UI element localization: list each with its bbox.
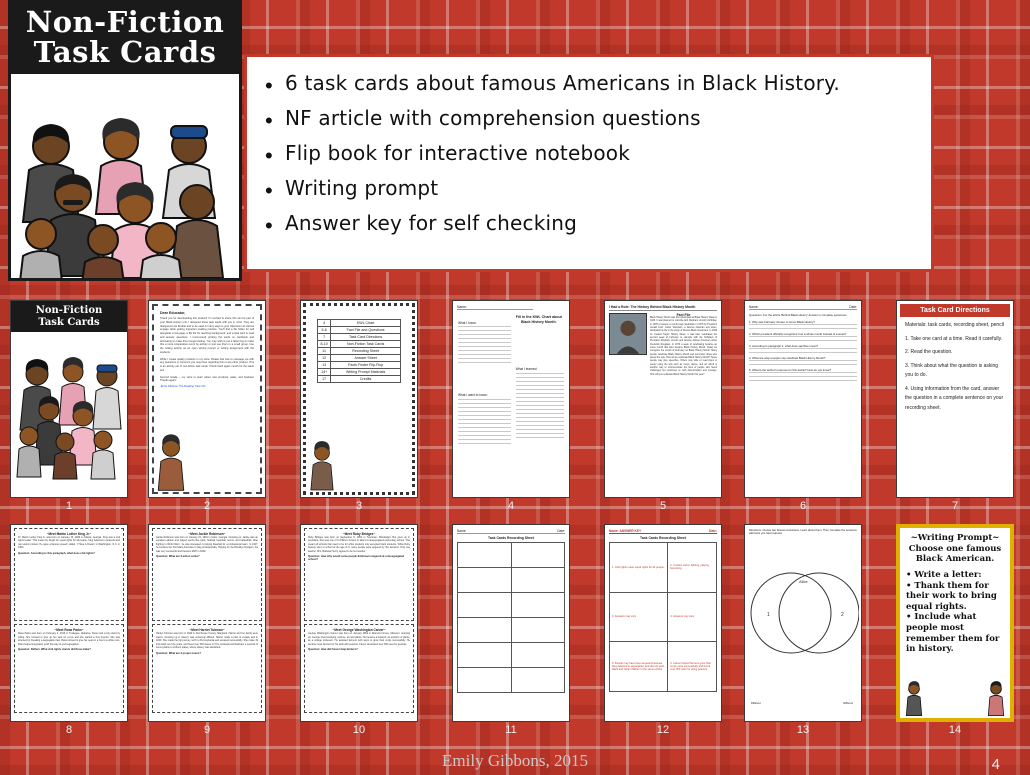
toc-label: Credits: [331, 376, 401, 383]
task-card-title: ~Meet Ruby Bridges~: [342, 532, 376, 536]
slide-footer-credit: Emily Gibbons, 2015: [442, 751, 588, 770]
toc-label: Fact File and Questions: [331, 327, 401, 334]
svg-text:1: 1: [767, 612, 770, 618]
answer-cell: 6. Carver helped farmers grow their crops more successfully and found over 300 uses for using peanuts.: [668, 642, 717, 692]
thumbnail-number-7: 7: [951, 500, 959, 512]
thumbnail-page-7[interactable]: [896, 300, 1014, 498]
table-row: [610, 543, 717, 593]
thumb1-title-line1: Non-Fiction: [35, 305, 103, 316]
task-card: [304, 528, 414, 621]
thumbnail-number-8: 8: [65, 724, 73, 736]
bullet-marker: •: [265, 213, 273, 238]
cover-thumbnail-large: [8, 0, 242, 281]
question-item: 2. Which president officially recognized it as a whole month instead of a week?: [749, 332, 847, 336]
thumbnail-number-5: 5: [659, 500, 667, 512]
task-card-question: Question: How why would some people think been angered at a desegregated school?: [308, 555, 405, 562]
toc-label: Non-Fiction Task Cards: [331, 341, 401, 348]
date-label: Date:: [709, 529, 717, 533]
thumbnail-page-13[interactable]: [744, 524, 862, 722]
prompt-item: • Write a letter:: [906, 569, 982, 580]
thumbnail-page-2[interactable]: [148, 300, 266, 498]
thumbnail-number-13: 13: [796, 724, 810, 736]
directions-step: 4. Using information from the card, answer the question in a complete sentence on your recording sheet.: [905, 385, 1004, 411]
toc-pages: 7: [318, 334, 331, 341]
question-item: 5. What is the author's purpose for this article? How do you know?: [749, 368, 831, 372]
bullet-text: Flip book for interactive notebook: [285, 141, 630, 165]
bullet-text: NF article with comprehension questions: [285, 106, 701, 130]
svg-text:Alike: Alike: [799, 579, 808, 584]
bullet-marker: •: [265, 178, 273, 203]
task-card-title: ~Meet Rosa Parks~: [54, 628, 84, 633]
bullet-text: Writing prompt: [285, 176, 439, 200]
table-row: [458, 593, 565, 618]
directions-step: 1. Take one card at a time. Read it carefully.: [905, 335, 1003, 342]
kwl-heading: Fill in the KWL Chart about Black History Month.: [515, 315, 562, 325]
name-label: Name:: [457, 529, 467, 533]
date-label: Date:: [849, 305, 857, 309]
bullet-marker: •: [265, 143, 273, 168]
toc-pages: 4: [318, 320, 331, 327]
thumbnail-page-8[interactable]: [10, 524, 128, 722]
toc-label: Task Card Directions: [331, 334, 401, 341]
kwl-section-3: What I learned:: [515, 367, 538, 371]
toc-label: Recording Sheet: [331, 348, 401, 355]
thumb1-figures-icon: [11, 332, 128, 482]
table-row: [610, 642, 717, 692]
feature-bullets-panel: [244, 54, 934, 272]
prompt-title-line2: Choose one famous: [908, 543, 1002, 554]
thumbnail-page-9[interactable]: [148, 524, 266, 722]
task-card: [304, 624, 414, 713]
table-row: [458, 668, 565, 693]
answer-cell: 1. Civil rights mean equal rights for all people.: [610, 543, 668, 593]
prompt-title-line3: Black American.: [915, 554, 995, 565]
answer-key-name-label: Name: ANSWER KEY: [609, 529, 642, 533]
answer-cell: 3. Answers may vary.: [610, 592, 668, 642]
task-card: [14, 624, 124, 713]
table-row: [318, 334, 401, 341]
toc-pages: 8-10: [318, 341, 331, 348]
fact-file-body: Black History Month was first celebrated as Black History Week in 1926. It was planned to coincide with Abraham Lincoln's birthday. In 1976 it became a month-long celebration in 1976 by President Gerald Ford. Carter Woodson, a famous historian and writer, dedicated his life to the study of famous Black Americans. In 1926 he created Negro History Week, it was later celebrated the second week of February to coincide with the birthdays of President Abraham Lincoln and famous African American writer Frederick Douglass. In 1976 a week of celebrating became an entire month that later became Black History Month. Today we recognize the month of February as Black History Month. Many people celebrate Black History Month and remember those who paved the way. How do we celebrate Black History Month? Some people may give speeches. Others may write or read plays or poetry using the arts such as music, dance, and art which is another way to commemorate the lives of people who faced challenges but continued on with determination and courage. How will you celebrate Black History Month this year?: [650, 317, 717, 376]
letter-body-2: While I create quality products in my store. Please feel free to message me with any questions or concerns you may have regarding this or any other product. This is an activity set of non-fiction task cards. Check back again month for the latest set!: [160, 357, 254, 372]
task-card-title: ~Meet Harriet Tubman~: [189, 628, 225, 633]
thumbnail-page-5[interactable]: [604, 300, 722, 498]
prompt-title-line1: ~Writing Prompt~: [910, 533, 1000, 543]
table-row: [318, 369, 401, 376]
toc-pages: 14+: [318, 369, 331, 376]
toc-pages: 5-6: [318, 327, 331, 334]
list-item: [265, 176, 921, 202]
thumbnail-number-6: 6: [799, 500, 807, 512]
thumbnail-page-12[interactable]: [604, 524, 722, 722]
table-row: [318, 320, 401, 327]
toc-label: Answer Sheet: [331, 355, 401, 362]
toc-label: Facts Finder Flip-Flop: [331, 362, 401, 369]
question-item: 4. What are ways people may celebrate Black History Month?: [749, 356, 826, 360]
thumbnail-page-6[interactable]: [744, 300, 862, 498]
task-card-question: Question: How did Carver help farmers?: [308, 648, 358, 652]
thumbnail-number-1: 1: [65, 500, 73, 512]
thumbnail-page-11[interactable]: [452, 524, 570, 722]
table-row: [318, 376, 401, 383]
recording-sheet-table: [457, 542, 565, 693]
venn-label-left: Different: [751, 702, 761, 705]
answer-cell: 2. 3 action verbs: fighting, playing, becoming.: [668, 543, 717, 593]
portrait-icon: [610, 314, 646, 354]
thumbnail-page-1[interactable]: [10, 300, 128, 498]
task-card-title: ~Meet Jackie Robinson~: [188, 532, 226, 536]
name-line: [457, 309, 533, 310]
letter-sign-name: -Emily Gibbons, The Reading Tutor-OG: [160, 385, 206, 388]
recording-sheet-heading: Task Cards Recording Sheet: [488, 536, 534, 540]
date-label: Date:: [557, 529, 565, 533]
answer-cell: 4. Answers may vary.: [668, 592, 717, 642]
thumb1-title-line2: Task Cards: [38, 316, 100, 328]
answer-key-heading: Task Cards Recording Sheet: [640, 536, 686, 540]
task-card: [14, 528, 124, 621]
thumbnail-number-11: 11: [505, 724, 517, 736]
venn-instructions: Directions: choose two famous Americans. Learn about them. Then complete the sentence with facts you have learned.: [749, 529, 857, 535]
article-heading: I Had a Role: The History Behind Black History Month: [609, 305, 717, 311]
table-row: [318, 362, 401, 369]
letter-heading: Dear Educator,: [160, 311, 186, 315]
toc-pages: 17: [318, 376, 331, 383]
thumbnail-grid: [0, 292, 1030, 762]
table-row: [458, 543, 565, 568]
task-card: [152, 528, 262, 621]
directions-step: 2. Read the question.: [905, 349, 953, 355]
list-item: [265, 106, 921, 132]
svg-text:2: 2: [841, 612, 844, 618]
bullet-marker: •: [265, 108, 273, 133]
cover-title-line2: Task Cards: [33, 35, 217, 70]
table-row: [318, 327, 401, 334]
article-photo: [609, 313, 647, 355]
list-item: [265, 211, 921, 237]
cover-title-line1: Non-Fiction: [25, 5, 225, 39]
prompt-item: • Include what people most remember them for in history.: [906, 612, 1000, 655]
thumbnail-number-10: 10: [352, 724, 366, 736]
directions-step: 3. Think about what the question is asking you to do.: [905, 362, 999, 378]
table-row: [318, 341, 401, 348]
table-row: [458, 568, 565, 593]
kwl-section-1: What I know:: [458, 321, 477, 325]
venn-diagram: [749, 538, 859, 688]
toc-label: Writing Prompt Materials: [331, 369, 401, 376]
toc-pages: 11: [318, 348, 331, 355]
task-card-body: George Washington Carver was born on January 1864 in Diamond Grove, Missouri. Growing up, George loved studying, science, art and plants. He became a botanist, an explorer of plants, as a college professor. He assisted farmers with ways to grow their crops successfully. He became most famous for his work with peanuts. Carver developed over 300 uses for peanuts.: [308, 632, 410, 646]
table-row: [318, 355, 401, 362]
table-row: [318, 348, 401, 355]
task-card-body: Ruby Bridges was born on September 8, 1954 in Tylertown, Mississippi. But grew up in Louisiana. She was one of 6 children chosen to attend a desegregated elementary school. This meant all schools that used to be for white students only accepted black students. While Ruby bravely went to school at the age of 6, many people were angered by this decision. Only one teacher, Mrs. Barbara Henry, agreed to be her teacher.: [308, 536, 410, 553]
task-card-question: Question: What are 3 action verbs?: [156, 555, 200, 559]
task-card-question: Question: According to this paragraph, what does civil rights?: [18, 551, 95, 555]
bullet-text: Answer key for self checking: [285, 211, 578, 235]
questions-instructions: Questions: For the article 'Behind Black History' Answer in complete sentences.: [749, 313, 848, 317]
thumbnail-page-10[interactable]: [300, 524, 418, 722]
boy-clipart-icon: [904, 680, 924, 716]
venn-label-right: Different: [843, 702, 853, 705]
task-card: [152, 624, 262, 713]
answer-cell: 5. People may have been angered because they believed in segregation and did not want black and white children in the same school.: [610, 642, 668, 692]
question-item: 3. According to paragraph 2, what does sacrifice mean?: [749, 344, 819, 348]
table-row: [458, 643, 565, 668]
task-card-title: ~Meet Martin Luther King Jr.~: [46, 532, 92, 536]
thumbnail-page-4[interactable]: [452, 300, 570, 498]
task-card-body: Jackie Robinson was born on January 31, 1919 in Cairo, Georgia. Growing up, Jackie was an excellent athlete and played sports like track, football, baseball, tennis, and basketball. After fighting in World War I, he was interested in playing baseball for a professional team. In 1947, he became the first black American to play professionally. Playing for the Brooklyn Dodgers, his was very successful and became MVP in 1949.: [156, 536, 258, 553]
name-label: Name:: [457, 305, 467, 309]
thumbnail-number-9: 9: [203, 724, 211, 736]
list-item: [265, 71, 921, 97]
toc-pages: 12: [318, 355, 331, 362]
task-card-title: ~Meet George Washington Carver~: [332, 628, 386, 633]
thumbnail-number-14: 14: [948, 724, 962, 736]
letter-body: Thank you for downloading this product! I'm excited to share this can be part of your Black History unit. I designed these task cards with you in mind. They are designed to be flexible and to be used in many ways in your classroom as well as engage while getting important reading practice. You'll find a file folder for self alongside a two-page, a flip file for teaching background, and a task card to read and answer questions. I recommend printing the cards on cardstock and laminating to make them longer lasting. You may wish to put a label ring to make this a more cooperative event by activity or just use them in a small group. Use the writing activity as an open writing prompt or writing assignment with the students.: [160, 317, 254, 354]
fact-file-title: Fact File: [676, 313, 691, 317]
bullet-marker: •: [265, 73, 273, 98]
letter-signature: Second Grade -- my store to learn about new products, sales, and freebies! Thanks again!: [160, 375, 254, 383]
girl-clipart-icon: [154, 434, 188, 494]
thumbnail-number-12: 12: [656, 724, 670, 736]
table-of-contents: [317, 319, 401, 383]
answer-key-table: [609, 542, 717, 692]
kwl-section-2: What I want to know:: [458, 393, 488, 397]
directions-materials: Materials: task cards, recording sheet, pencil: [905, 322, 1004, 328]
black-history-figures-illustration: [11, 74, 239, 281]
thumbnail-number-3: 3: [355, 500, 363, 512]
task-card-body: Rosa Parks was born on February 4, 1913 in Tuskegee, Alabama. Rosa took a big stand by sitting. She refused to give up her seat on a bus and she started a bus boycott. She was arrested for breaking a segregation law. Rosa refused to give her seat on a bus to a white man. Rosa helped integration push this way to end segregation.: [18, 632, 120, 646]
task-card-body: Dr. Martin Luther King Jr. was born on January 15, 1929 in Atlanta, Georgia. King was a civil rights leader. This meant he fought for equal rights for all people. King believed in peaceful and non-violent protest. He gave a famous speech called, 'I Have A Dream' in Washington, D.C. in 1963.: [18, 536, 120, 550]
slide-page-number: 4: [991, 756, 1000, 773]
name-label: Name:: [749, 305, 759, 309]
bullet-text: 6 task cards about famous Americans in Black History.: [285, 71, 840, 95]
thumbnail-page-3[interactable]: [300, 300, 418, 498]
thumbnail-page-14[interactable]: [896, 524, 1014, 722]
toc-label: KWL Chart: [331, 320, 401, 327]
table-row: [458, 618, 565, 643]
child-clipart-icon: [307, 441, 337, 493]
thumbnail-number-4: 4: [507, 500, 515, 512]
cover-title: [11, 3, 239, 74]
task-card-question: Question: What are 3 proper nouns?: [156, 651, 201, 655]
prompt-item: • Thank them for their work to bring equal rights.: [906, 580, 997, 612]
table-row: [610, 592, 717, 642]
list-item: [265, 141, 921, 167]
directions-title: Task Card Directions: [900, 304, 1010, 317]
thumbnail-number-2: 2: [203, 500, 211, 512]
girl-clipart-icon: [986, 680, 1006, 716]
question-item: 1. Why was February chosen to honor Black History?: [749, 320, 815, 324]
toc-pages: 13: [318, 362, 331, 369]
task-card-body: Harriet Tubman was born in 1820 in Dorchester County, Maryland. Harriet and her family were slaves. Growing up in slavery was extremely difficult. Harriet made a plan to escape and in 1849. She made the trip journey north to Pennsylvania and escaped successfully. She made 19 trips back over the years, and freed over 300 slaves on The Underground Railroad, a network of secret paths to northern states, where slavery was abolished.: [156, 632, 258, 650]
task-card-question: Question: Reflect- What civil rights stands did Rosa make?: [18, 648, 91, 652]
figures-svg: [11, 74, 242, 281]
